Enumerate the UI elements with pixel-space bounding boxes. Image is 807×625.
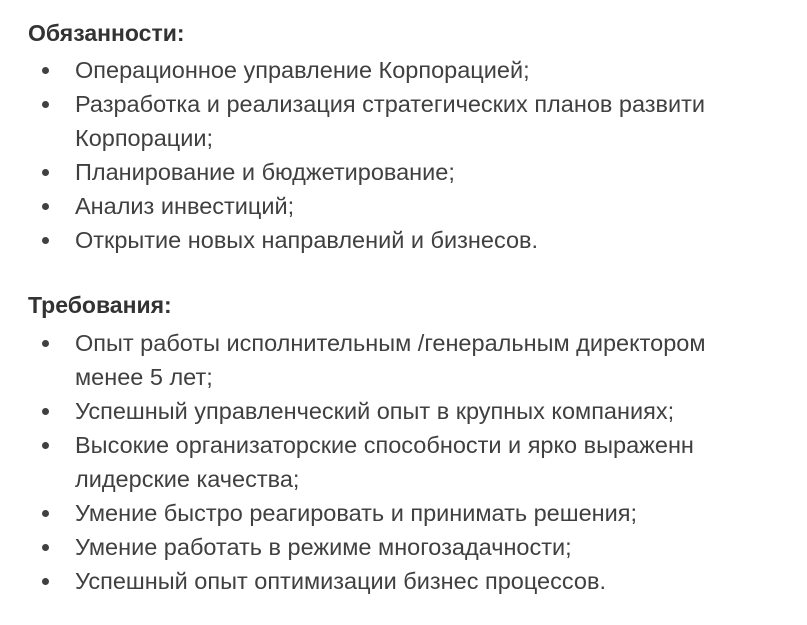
list-item-text: Открытие новых направлений и бизнесов.	[75, 227, 539, 253]
list-item-text-continued: Корпорации;	[75, 125, 214, 151]
list-item-text: Операционное управление Корпорацией;	[75, 57, 530, 83]
bullet-icon	[42, 408, 49, 415]
list-item	[0, 326, 807, 394]
list-item-text: Разработка и реализация стратегических планов развити	[75, 91, 706, 117]
list-item-text: Анализ инвестиций;	[75, 193, 295, 219]
list-item-text-continued: лидерские качества;	[75, 466, 300, 492]
list-item	[0, 53, 807, 87]
bullet-icon	[42, 67, 49, 74]
list-item	[0, 394, 807, 428]
list-item	[0, 223, 807, 257]
list-item	[0, 564, 807, 598]
bullet-icon	[42, 340, 49, 347]
list-item-text: Опыт работы исполнительным /генеральным директором	[75, 330, 706, 356]
list-item-text: Успешный опыт оптимизации бизнес процессов.	[75, 568, 606, 594]
requirements-heading: Требования:	[28, 292, 172, 318]
list-item	[0, 87, 807, 155]
duties-list	[0, 53, 807, 257]
list-item	[0, 530, 807, 564]
bullet-icon	[42, 578, 49, 585]
list-item-text: Планирование и бюджетирование;	[75, 159, 455, 185]
list-item-text: Умение работать в режиме многозадачности;	[75, 534, 572, 560]
duties-heading: Обязанности:	[28, 20, 185, 46]
bullet-icon	[42, 169, 49, 176]
list-item-text: Высокие организаторские способности и ярко выраженн	[75, 432, 694, 458]
requirements-list	[0, 326, 807, 598]
list-item	[0, 155, 807, 189]
list-item-text-continued: менее 5 лет;	[75, 364, 213, 390]
bullet-icon	[42, 237, 49, 244]
bullet-icon	[42, 101, 49, 108]
list-item	[0, 189, 807, 223]
list-item	[0, 496, 807, 530]
bullet-icon	[42, 544, 49, 551]
bullet-icon	[42, 203, 49, 210]
list-item-text: Умение быстро реагировать и принимать решения;	[75, 500, 638, 526]
list-item-text: Успешный управленческий опыт в крупных компаниях;	[75, 398, 675, 424]
list-item	[0, 428, 807, 496]
bullet-icon	[42, 510, 49, 517]
bullet-icon	[42, 442, 49, 449]
